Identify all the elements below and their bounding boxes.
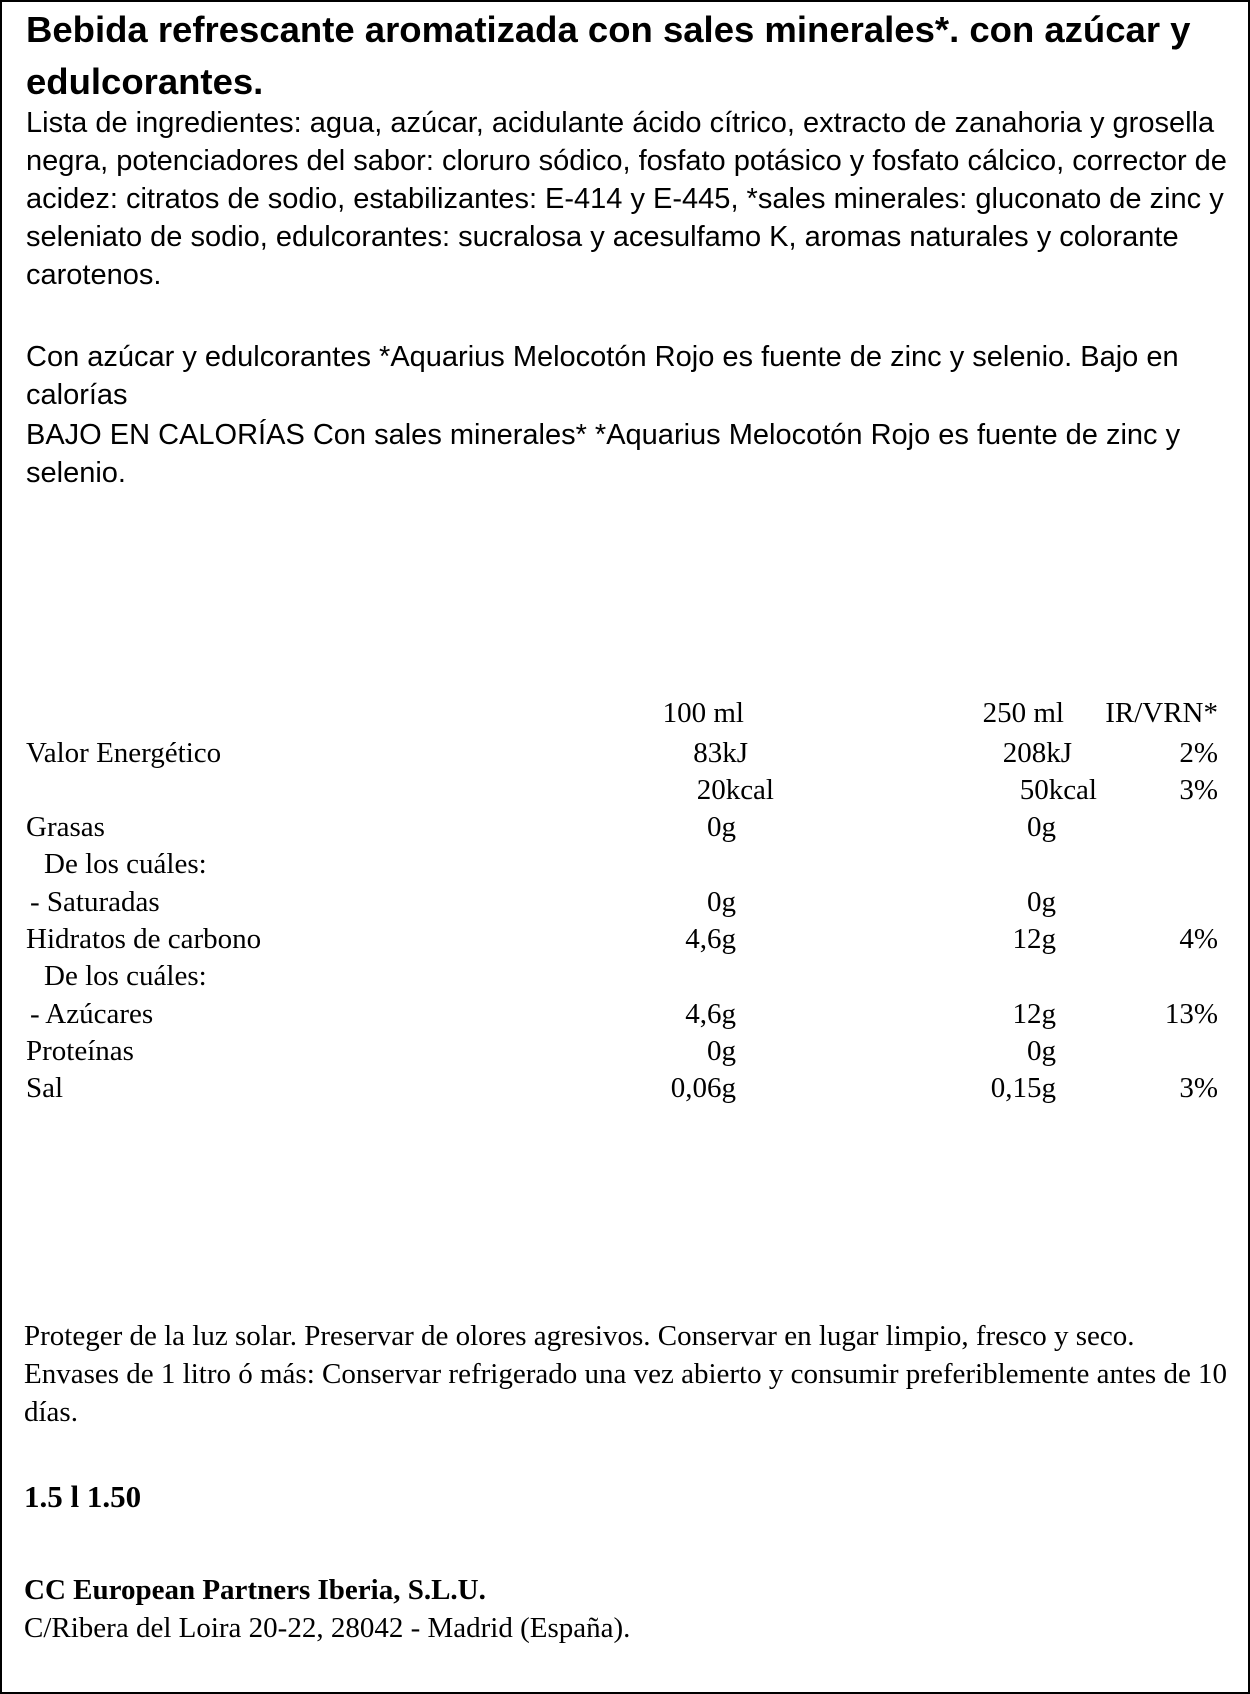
value-per-100ml: 4,6g — [685, 923, 736, 955]
value-per-250ml: 0g — [1027, 1035, 1056, 1067]
value-per-250ml: 0g — [1027, 886, 1056, 918]
value-ri: 3% — [1179, 1072, 1218, 1104]
nutrient-label: Sal — [26, 1072, 64, 1104]
header-per-250ml: 250 ml — [982, 697, 1064, 729]
value-per-100ml: 0g — [707, 1035, 736, 1067]
value-per-250ml: 50kcal — [1019, 774, 1097, 806]
value-per-250ml: 0,15g — [990, 1072, 1056, 1104]
value-per-100ml: 20kcal — [696, 774, 774, 806]
company-address: C/Ribera del Loira 20-22, 28042 - Madrid (España). — [24, 1612, 631, 1644]
nutrition-claim: Con azúcar y edulcorantes *Aquarius Melocotón Rojo es fuente de zinc y selenio. Bajo en calorías — [26, 341, 1179, 411]
storage-instructions: Proteger de la luz solar. Preservar de olores agresivos. Conservar en lugar limpio, fresco y seco. Envases de 1 litro ó más: Conservar refrigerado una vez abierto y consumir preferiblemente antes de 10 días. — [24, 1320, 1228, 1428]
value-per-100ml: 83kJ — [693, 737, 748, 769]
nutrient-label: Valor Energético — [26, 737, 222, 769]
nutrient-label: Grasas — [26, 811, 105, 843]
company-name: CC European Partners Iberia, S.L.U. — [24, 1574, 486, 1606]
net-volume: 1.5 l 1.50 — [24, 1479, 142, 1514]
nutrient-label: - Azúcares — [30, 998, 154, 1030]
nutrient-sublabel: De los cuáles: — [44, 848, 207, 880]
value-ri: 13% — [1164, 998, 1218, 1030]
header-per-100ml: 100 ml — [662, 697, 744, 729]
nutrient-label: Hidratos de carbono — [26, 923, 262, 955]
nutrition-claim: BAJO EN CALORÍAS Con sales minerales* *Aquarius Melocotón Rojo es fuente de zinc y selenio. — [26, 419, 1181, 489]
value-per-250ml: 12g — [1012, 998, 1056, 1030]
value-per-100ml: 0,06g — [670, 1072, 736, 1104]
value-per-100ml: 0g — [707, 811, 736, 843]
nutrient-label: Proteínas — [26, 1035, 134, 1067]
value-ri: 2% — [1179, 737, 1218, 769]
value-per-100ml: 0g — [707, 886, 736, 918]
nutrient-sublabel: De los cuáles: — [44, 960, 207, 992]
value-per-250ml: 0g — [1027, 811, 1056, 843]
value-per-250ml: 208kJ — [1002, 737, 1072, 769]
nutrient-label: - Saturadas — [30, 886, 160, 918]
value-ri: 3% — [1179, 774, 1218, 806]
value-per-250ml: 12g — [1012, 923, 1056, 955]
product-title: Bebida refrescante aromatizada con sales minerales*. con azúcar y edulcorantes. — [26, 9, 1191, 102]
value-per-100ml: 4,6g — [685, 998, 736, 1030]
value-ri: 4% — [1179, 923, 1218, 955]
header-ri: IR/VRN* — [1105, 697, 1218, 729]
ingredients-list: Lista de ingredientes: agua, azúcar, acidulante ácido cítrico, extracto de zanahoria y grosella negra, potenciadores del sabor: cloruro sódico, fosfato potásico y fosfato cálcico, corrector de acidez: citratos de sodio, estabilizantes: E-414 y E-445, *sales minerales: gluconato de zinc y seleniato de sodio, edulcorantes: sucralosa y acesulfamo K, aromas naturales y colorante carotenos. — [26, 107, 1227, 291]
